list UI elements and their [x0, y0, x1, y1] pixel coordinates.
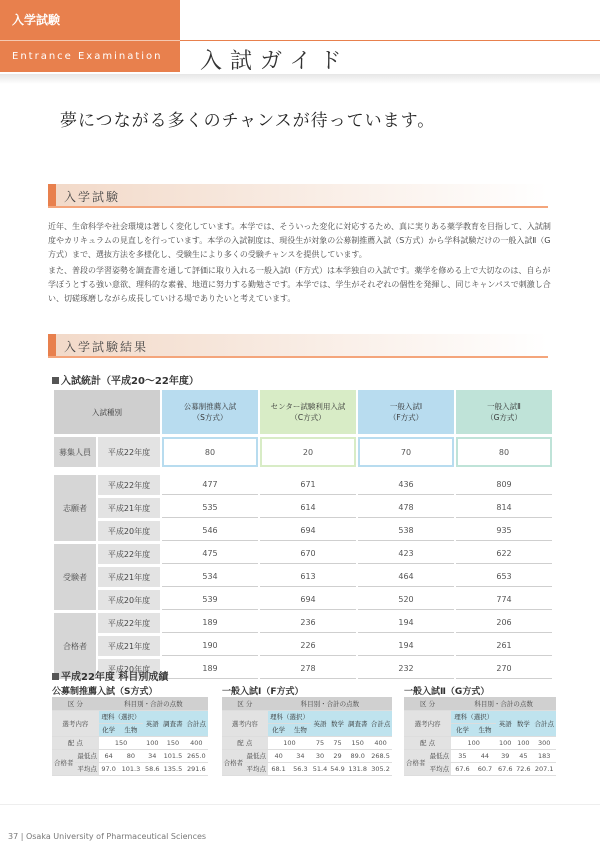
min-label: 最低点 [245, 749, 268, 762]
footer-text: Osaka University of Pharmaceutical Sciences [25, 832, 207, 841]
cell: 68.1 [268, 762, 290, 775]
bio: 生物 [119, 723, 144, 736]
section-tab: 入学試験 [0, 0, 180, 40]
cell: 300 [532, 736, 556, 749]
rika: 理科（選択） [268, 710, 312, 723]
cell: 101.3 [119, 762, 144, 775]
col-s: 公募制推薦入試 （S方式） [162, 390, 258, 434]
footer-rule [0, 804, 600, 805]
cell: 694 [260, 590, 356, 610]
cell: 232 [358, 659, 454, 679]
capacity-year: 平成22年度 [98, 437, 160, 467]
cell: 150 [161, 736, 184, 749]
eng: 英語 [496, 710, 514, 736]
cell: 64 [99, 749, 119, 762]
col-g: 一般入試Ⅱ （G方式） [456, 390, 552, 434]
cell: 100 [496, 736, 514, 749]
sub-head: 科目別・合計の点数 [268, 697, 392, 710]
cell: 464 [358, 567, 454, 587]
rika: 理科（選択） [451, 710, 496, 723]
cell: 194 [358, 636, 454, 656]
math: 数学 [514, 710, 532, 736]
cell: 150 [346, 736, 369, 749]
heading-bar [48, 334, 56, 356]
chem: 化学 [99, 723, 119, 736]
cell: 261 [456, 636, 552, 656]
total: 合計点 [185, 710, 208, 736]
cell: 546 [162, 521, 258, 541]
cell: 538 [358, 521, 454, 541]
year-label: 平成20年度 [98, 590, 160, 610]
page-number: 37 [8, 832, 19, 841]
passer-label: 合格者 [404, 749, 428, 775]
cell: 150 [99, 736, 144, 749]
cell: 97.0 [99, 762, 119, 775]
cell: 29 [329, 749, 347, 762]
table-row [54, 636, 552, 656]
cell: 613 [260, 567, 356, 587]
math: 数学 [329, 710, 347, 736]
bio: 生物 [289, 723, 311, 736]
cell: 278 [260, 659, 356, 679]
footer: 37 | Osaka University of Pharmaceutical Sciences [8, 832, 207, 841]
year-label: 平成20年度 [98, 659, 160, 679]
sub-head: 科目別・合計の点数 [451, 697, 556, 710]
cell: 694 [260, 521, 356, 541]
chosa: 調査書 [161, 710, 184, 736]
haiten-label: 配 点 [222, 736, 268, 749]
year-label: 平成21年度 [98, 636, 160, 656]
cell: 535 [162, 498, 258, 518]
cell: 80 [119, 749, 144, 762]
headline: 夢につながる多くのチャンスが待っています。 [60, 111, 436, 131]
cell: 100 [451, 736, 496, 749]
table-row [54, 475, 552, 495]
header-shadow [0, 74, 600, 84]
cell: 44 [474, 749, 497, 762]
year-label: 平成22年度 [98, 544, 160, 564]
table-row [54, 498, 552, 518]
cell: 194 [358, 613, 454, 633]
content-label: 選考内容 [222, 710, 268, 736]
cell: 80 [162, 437, 258, 467]
page-title: 入試ガイド [200, 49, 350, 74]
cell: 75 [329, 736, 347, 749]
content-label: 選考内容 [52, 710, 99, 736]
col-f: 一般入試Ⅰ （F方式） [358, 390, 454, 434]
section-heading-results [48, 334, 548, 358]
cell: 400 [185, 736, 208, 749]
cell: 135.5 [161, 762, 184, 775]
haiten-label: 配 点 [52, 736, 99, 749]
chem: 化学 [451, 723, 474, 736]
type-label: 入試種別 [54, 390, 160, 434]
cell: 774 [456, 590, 552, 610]
cell: 291.6 [185, 762, 208, 775]
cell: 45 [514, 749, 532, 762]
cell: 436 [358, 475, 454, 495]
cell: 226 [260, 636, 356, 656]
cell: 67.6 [451, 762, 474, 775]
section-heading-text: 入学試験結果 [64, 340, 149, 354]
section-heading-exam [48, 184, 548, 208]
kubun: 区 分 [222, 697, 268, 710]
cell: 34 [289, 749, 311, 762]
passer-label: 合格者 [222, 749, 245, 775]
total: 合計点 [369, 710, 392, 736]
cell: 270 [456, 659, 552, 679]
cell: 268.5 [369, 749, 392, 762]
cell: 70 [358, 437, 454, 467]
cell: 539 [162, 590, 258, 610]
cell: 265.0 [185, 749, 208, 762]
table-row [54, 613, 552, 633]
cell: 30 [311, 749, 329, 762]
stats-header-row [54, 390, 552, 434]
cell: 54.9 [329, 762, 347, 775]
min-label: 最低点 [428, 749, 452, 762]
col-c: センター試験利用入試 （C方式） [260, 390, 356, 434]
avg-label: 平均点 [428, 762, 452, 775]
cell: 56.3 [289, 762, 311, 775]
kubun: 区 分 [404, 697, 451, 710]
content-label: 選考内容 [404, 710, 451, 736]
cell: 58.6 [143, 762, 161, 775]
cell: 305.2 [369, 762, 392, 775]
cell: 190 [162, 636, 258, 656]
cell: 34 [143, 749, 161, 762]
year-label: 平成20年度 [98, 521, 160, 541]
cell: 100 [143, 736, 161, 749]
chosa: 調査書 [346, 710, 369, 736]
cell: 400 [369, 736, 392, 749]
cell: 75 [311, 736, 329, 749]
score-title-s: 公募制推薦入試（S方式） [52, 687, 158, 697]
stats-title: 入試統計（平成20〜22年度） [52, 372, 199, 387]
cell: 935 [456, 521, 552, 541]
cell: 40 [268, 749, 290, 762]
cell: 72.6 [514, 762, 532, 775]
cell: 614 [260, 498, 356, 518]
stats-table [52, 387, 554, 682]
cell: 39 [496, 749, 514, 762]
year-label: 平成21年度 [98, 567, 160, 587]
min-label: 最低点 [75, 749, 98, 762]
rika: 理科（選択） [99, 710, 144, 723]
eng: 英語 [311, 710, 329, 736]
passer-label: 合格者 [52, 749, 75, 775]
table-row [54, 567, 552, 587]
cell: 189 [162, 613, 258, 633]
cell: 475 [162, 544, 258, 564]
year-label: 平成22年度 [98, 475, 160, 495]
year-label: 平成21年度 [98, 498, 160, 518]
score-title-g: 一般入試Ⅱ（G方式） [404, 687, 490, 697]
heading-bar [48, 184, 56, 206]
score-table-g [404, 697, 556, 776]
section-subtitle: Entrance Examination [0, 40, 180, 72]
cell: 51.4 [311, 762, 329, 775]
cell: 206 [456, 613, 552, 633]
cell: 423 [358, 544, 454, 564]
header-rule [180, 40, 600, 41]
intro-paragraph-1: 近年、生命科学や社会環境は著しく変化しています。本学では、そういった変化に対応するため、真に実りある薬学教育を目指して、入試制度やカリキュラムの見直しを行っています。本学の入試制度は、現役生が対象の公募制推薦入試（S方式）から学科試験だけの一般入試Ⅱ（G方式）まで、選抜方法を多様化し、受験生により多くの受験チャンスを提供しています。 [48, 222, 551, 259]
cell: 101.5 [161, 749, 184, 762]
haiten-label: 配 点 [404, 736, 451, 749]
cell: 35 [451, 749, 474, 762]
cell: 189 [162, 659, 258, 679]
score-table-s [52, 697, 208, 776]
table-row [54, 544, 552, 564]
table-row [54, 590, 552, 610]
cell: 60.7 [474, 762, 497, 775]
cell: 100 [268, 736, 312, 749]
cell: 236 [260, 613, 356, 633]
cell: 477 [162, 475, 258, 495]
avg-label: 平均点 [245, 762, 268, 775]
cell: 670 [260, 544, 356, 564]
cell: 622 [456, 544, 552, 564]
cell: 131.8 [346, 762, 369, 775]
cell: 89.0 [346, 749, 369, 762]
total: 合計点 [532, 710, 556, 736]
score-table-f [222, 697, 392, 776]
intro-paragraph-2: また、普段の学習姿勢を調査書を通して評価に取り入れる一般入試Ⅰ（F方式）は本学独自の入試です。薬学を修める上で大切なのは、自らが学ぼうとする強い意欲、理科的な素養、地道に努力する勤勉さです。本学では、学生がそれぞれの個性を発揮し、同じキャンパスで刺激し合い、切磋琢磨しながら成長していける場でありたいと考えています。 [48, 266, 551, 303]
score-title-f: 一般入試Ⅰ（F方式） [222, 687, 304, 697]
chem: 化学 [268, 723, 290, 736]
capacity-label: 募集人員 [54, 437, 96, 467]
capacity-row [54, 437, 552, 467]
kubun: 区 分 [52, 697, 99, 710]
cell: 67.6 [496, 762, 514, 775]
avg-label: 平均点 [75, 762, 98, 775]
group-label-applicants: 志願者 [54, 475, 96, 541]
cell: 478 [358, 498, 454, 518]
group-label-passers: 合格者 [54, 613, 96, 679]
cell: 20 [260, 437, 356, 467]
table-row [54, 521, 552, 541]
year-label: 平成22年度 [98, 613, 160, 633]
sub-head: 科目別・合計の点数 [99, 697, 208, 710]
eng: 英語 [143, 710, 161, 736]
cell: 809 [456, 475, 552, 495]
cell: 520 [358, 590, 454, 610]
group-label-examinees: 受験者 [54, 544, 96, 610]
section-heading-text: 入学試験 [64, 190, 121, 204]
cell: 534 [162, 567, 258, 587]
cell: 814 [456, 498, 552, 518]
bio: 生物 [474, 723, 497, 736]
cell: 183 [532, 749, 556, 762]
cell: 671 [260, 475, 356, 495]
cell: 80 [456, 437, 552, 467]
scores-title: 平成22年度 科目別成績 [52, 668, 168, 683]
cell: 653 [456, 567, 552, 587]
cell: 100 [514, 736, 532, 749]
cell: 207.1 [532, 762, 556, 775]
